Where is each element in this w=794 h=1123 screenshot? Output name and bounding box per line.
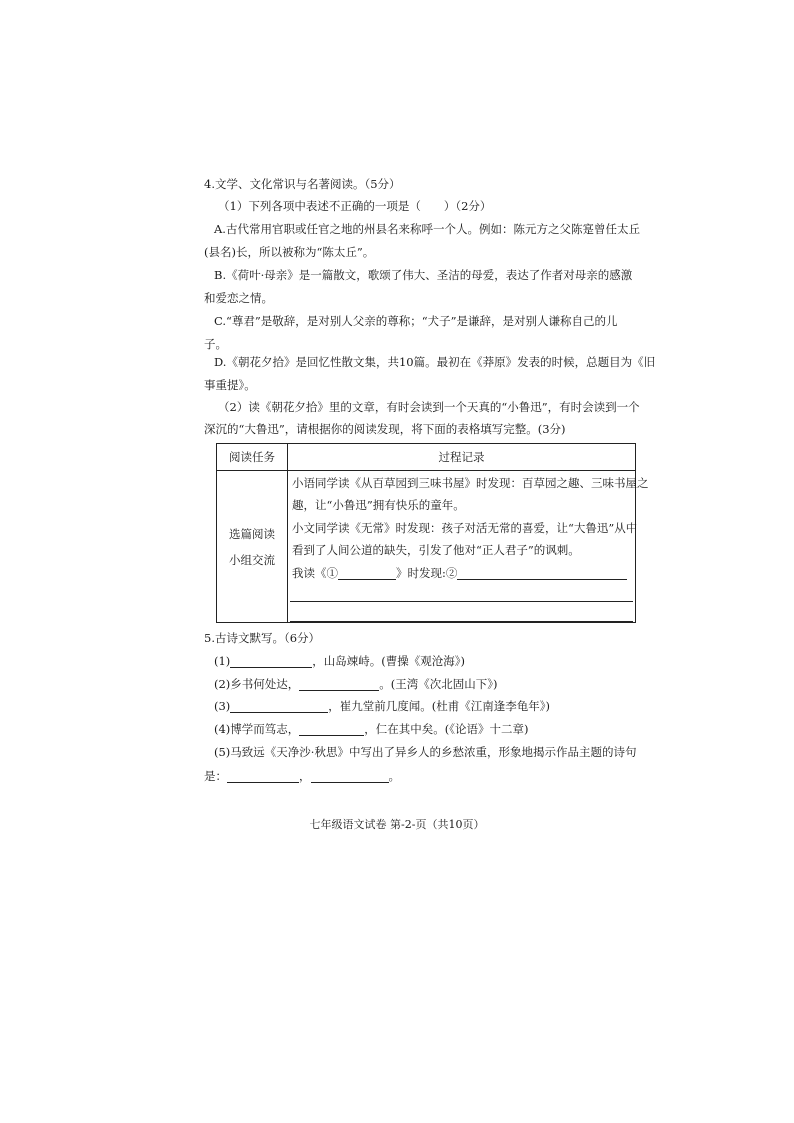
q4-sub2-line1: （2）读《朝花夕拾》里的文章，有时会读到一个天真的“小鲁迅”，有时会读到一个 (218, 400, 640, 414)
q4-option-b-line1: B.《荷叶·母亲》是一篇散文，歌颂了伟大、圣洁的母爱，表达了作者对母亲的感激 (214, 268, 633, 282)
table-header-task: 阅读任务 (217, 444, 288, 471)
record-mine-prefix: 我读《① (292, 566, 338, 580)
record-1-line2: 趣，让“小鲁迅”拥有快乐的童年。 (292, 498, 465, 512)
table-task-cell (217, 471, 288, 623)
q5-item-3-prefix: (3) (214, 699, 231, 713)
q5-item-2-suffix: 。(王湾《次北固山下》) (379, 677, 498, 691)
reading-record-table (216, 443, 649, 623)
q5-item-5-end: 。 (388, 769, 400, 783)
task-line1: 选篇阅读 (229, 526, 275, 541)
table-record-cell (288, 471, 649, 623)
record-mine-mid: 》时发现:② (396, 566, 458, 580)
q5-item-5-prefix: 是： (204, 769, 227, 783)
q5-item-5-line1: (5)马致远《天净沙·秋思》中写出了异乡人的乡愁浓重，形象地揭示作品主题的诗句 (214, 745, 637, 759)
q5-item-5-line2 (204, 768, 400, 784)
answer-blank-2[interactable] (457, 567, 627, 580)
q5-item-1-prefix: (1) (214, 654, 231, 668)
q5-blank-1[interactable] (230, 655, 312, 668)
q5-item-4 (214, 721, 529, 737)
q5-item-1 (214, 653, 465, 669)
answer-blank-1[interactable] (338, 567, 396, 580)
q4-option-b-line2: 和爱恋之情。 (204, 291, 273, 305)
q5-blank-2[interactable] (299, 678, 379, 691)
q5-title: 5.古诗文默写。（6分） (204, 631, 321, 645)
task-line2: 小组交流 (229, 552, 275, 567)
q4-option-d-line1: D.《朝花夕拾》是回忆性散文集，共10篇。最初在《莽原》发表的时候，总题目为《旧 (214, 355, 656, 369)
record-2-line2: 看到了人间公道的缺失，引发了他对“正人君子”的讽刺。 (292, 543, 580, 557)
q4-option-c-line1: C.“尊君”是敬辞，是对别人父亲的尊称；“犬子”是谦辞，是对别人谦称自己的儿 (214, 314, 618, 328)
q4-sub1: （1）下列各项中表述不正确的一项是（ ）（2分） (218, 199, 492, 213)
page-footer: 七年级语文试卷 第-2-页（共10页） (309, 818, 485, 831)
q5-item-1-suffix: ，山岛竦峙。(曹操《观沧海》) (312, 654, 466, 668)
q5-blank-5b[interactable] (311, 770, 389, 783)
q4-option-d-line2: 事重提》。 (204, 378, 256, 392)
answer-line-3[interactable] (290, 601, 633, 602)
record-mine-line (292, 565, 627, 581)
q5-blank-4[interactable] (299, 723, 364, 736)
q4-option-a-line1: A.古代常用官职或任官之地的州县名来称呼一个人。例如：陈元方之父陈寔曾任太丘 (214, 222, 640, 236)
q5-item-4-suffix: ，仁在其中矣。(《论语》十二章) (364, 722, 529, 736)
q4-sub2-line2: 深沉的“大鲁迅”，请根据你的阅读发现，将下面的表格填写完整。(3分) (204, 422, 566, 436)
answer-line-4[interactable] (290, 621, 633, 622)
q4-option-a-line2: (县名)长，所以被称为“陈太丘”。 (204, 245, 375, 259)
q5-blank-3[interactable] (230, 700, 328, 713)
q5-item-2-prefix: (2)乡书何处达， (214, 677, 300, 691)
record-1-line1: 小语同学读《从百草园到三味书屋》时发现：百草园之趣、三味书屋之 (292, 476, 649, 490)
record-2-line1: 小文同学读《无常》时发现：孩子对活无常的喜爱，让“大鲁迅”从中 (292, 521, 638, 535)
q4-title: 4.文学、文化常识与名著阅读。（5分） (204, 177, 401, 191)
q5-item-4-prefix: (4)博学而笃志， (214, 722, 300, 736)
q4-option-c-line2: 子。 (204, 337, 227, 351)
q5-item-3 (214, 698, 550, 714)
q5-item-3-suffix: ，崔九堂前几度闻。(杜甫《江南逢李龟年》) (328, 699, 551, 713)
q5-item-5-comma: ， (299, 769, 311, 783)
table-header-record: 过程记录 (288, 444, 636, 471)
q5-blank-5a[interactable] (227, 770, 299, 783)
q5-item-2 (214, 676, 498, 692)
